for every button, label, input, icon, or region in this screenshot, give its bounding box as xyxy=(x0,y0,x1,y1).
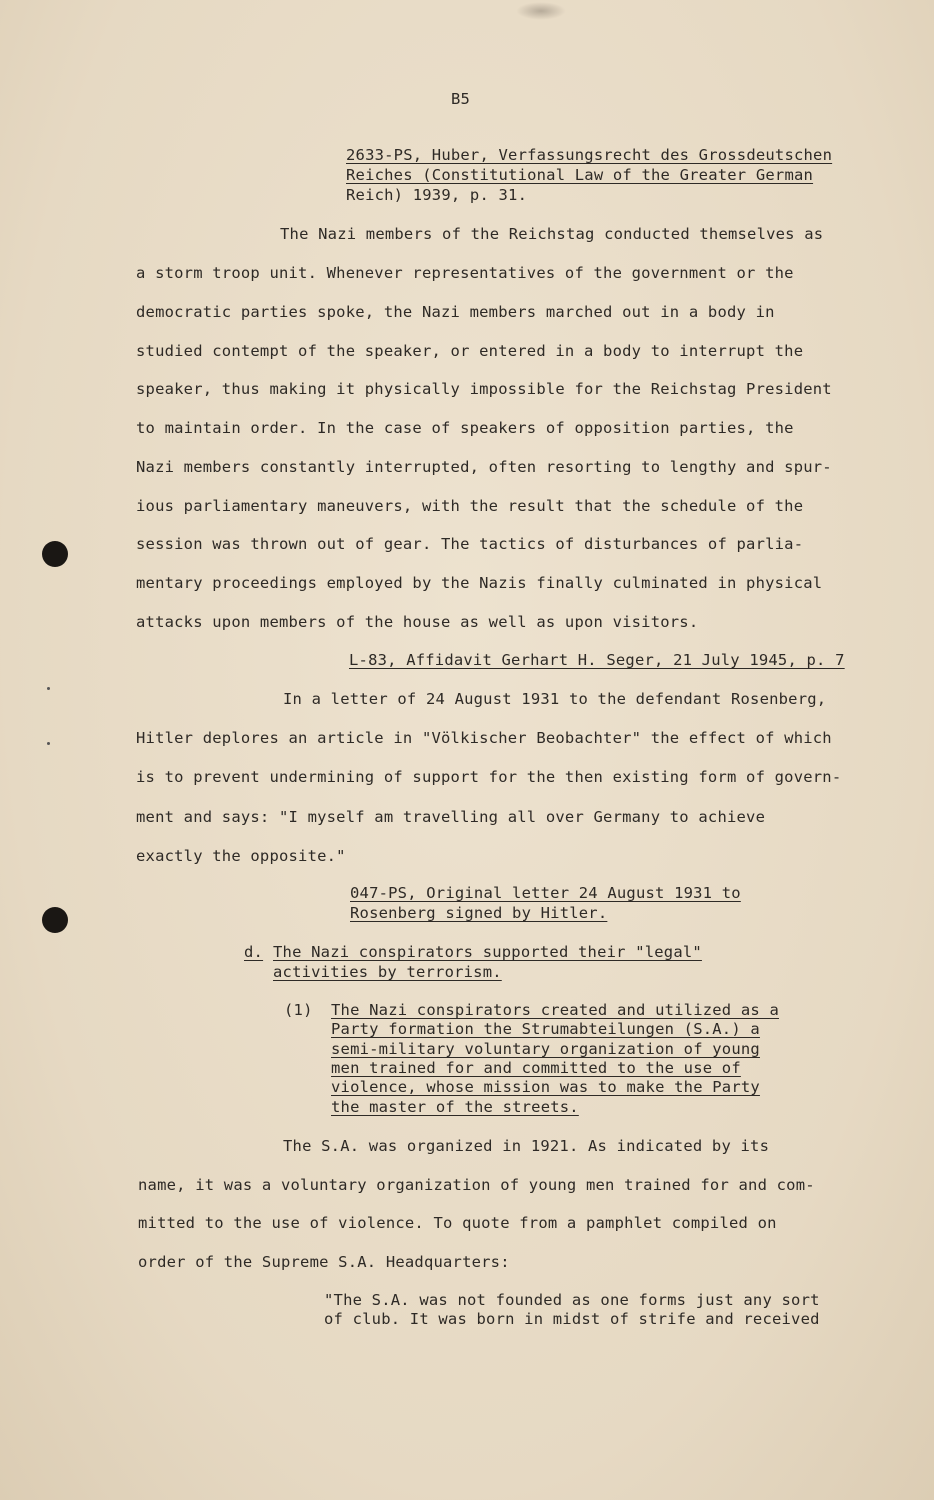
paragraph-2-line: ment and says: "I myself am travelling all over Germany to achieve xyxy=(136,808,766,826)
paragraph-2-line: is to prevent undermining of support for the then existing form of govern- xyxy=(136,768,842,786)
citation-2: L-83, Affidavit Gerhart H. Seger, 21 July 1945, p. 7 xyxy=(349,651,845,669)
speck xyxy=(47,687,50,690)
subheading-1-line: semi-military voluntary organization of young xyxy=(331,1040,760,1058)
citation-3-line: 047-PS, Original letter 24 August 1931 to xyxy=(350,884,741,902)
paragraph-3-line: The S.A. was organized in 1921. As indicated by its xyxy=(283,1137,770,1155)
paragraph-1-line: a storm troop unit. Whenever representatives of the government or the xyxy=(136,264,794,282)
page-label: B5 xyxy=(451,90,471,108)
subheading-1-line: violence, whose mission was to make the Party xyxy=(331,1078,760,1096)
paragraph-2-line: Hitler deplores an article in "Völkischer Beobachter" the effect of which xyxy=(136,729,832,747)
citation-3-line: Rosenberg signed by Hitler. xyxy=(350,904,608,922)
paragraph-3-line: name, it was a voluntary organization of young men trained for and com- xyxy=(138,1176,815,1194)
punch-hole-bottom xyxy=(42,907,68,933)
paragraph-2-line: exactly the opposite." xyxy=(136,847,346,865)
paragraph-3-line: order of the Supreme S.A. Headquarters: xyxy=(138,1253,510,1271)
paragraph-1-line: speaker, thus making it physically impossible for the Reichstag President xyxy=(136,380,832,398)
paragraph-1-line: session was thrown out of gear. The tactics of disturbances of parlia- xyxy=(136,535,804,553)
quote-line: "The S.A. was not founded as one forms just any sort xyxy=(324,1291,820,1309)
citation-1-line: Reich) 1939, p. 31. xyxy=(346,186,528,204)
paragraph-1-line: democratic parties spoke, the Nazi members marched out in a body in xyxy=(136,303,775,321)
paragraph-1-line: ious parliamentary maneuvers, with the result that the schedule of the xyxy=(136,497,804,515)
subheading-1-line: men trained for and committed to the use of xyxy=(331,1059,741,1077)
subheading-1-line: Party formation the Strumabteilungen (S.A.) a xyxy=(331,1020,760,1038)
subheading-1-marker: (1) xyxy=(284,1001,313,1019)
paragraph-1-line: mentary proceedings employed by the Nazis finally culminated in physical xyxy=(136,574,823,592)
heading-d-line: The Nazi conspirators supported their "legal" xyxy=(273,943,702,961)
subheading-1-line: the master of the streets. xyxy=(331,1098,579,1116)
paragraph-3-line: mitted to the use of violence. To quote from a pamphlet compiled on xyxy=(138,1214,777,1232)
paragraph-1-line: The Nazi members of the Reichstag conducted themselves as xyxy=(280,225,824,243)
paragraph-1-line: studied contempt of the speaker, or entered in a body to interrupt the xyxy=(136,342,804,360)
paragraph-1-line: attacks upon members of the house as well as upon visitors. xyxy=(136,613,699,631)
paragraph-1-line: to maintain order. In the case of speakers of opposition parties, the xyxy=(136,419,794,437)
subheading-1-line: The Nazi conspirators created and utilized as a xyxy=(331,1001,779,1019)
punch-hole-top xyxy=(42,541,68,567)
quote-line: of club. It was born in midst of strife and received xyxy=(324,1310,820,1328)
citation-1-line: Reiches (Constitutional Law of the Greater German xyxy=(346,166,814,184)
heading-d-marker: d. xyxy=(244,943,264,961)
speck xyxy=(47,742,50,745)
ink-smudge xyxy=(516,2,566,20)
citation-1-line: 2633-PS, Huber, Verfassungsrecht des Grossdeutschen xyxy=(346,146,833,164)
heading-d-line: activities by terrorism. xyxy=(273,963,502,981)
paragraph-1-line: Nazi members constantly interrupted, often resorting to lengthy and spur- xyxy=(136,458,832,476)
paragraph-2-line: In a letter of 24 August 1931 to the defendant Rosenberg, xyxy=(283,690,827,708)
